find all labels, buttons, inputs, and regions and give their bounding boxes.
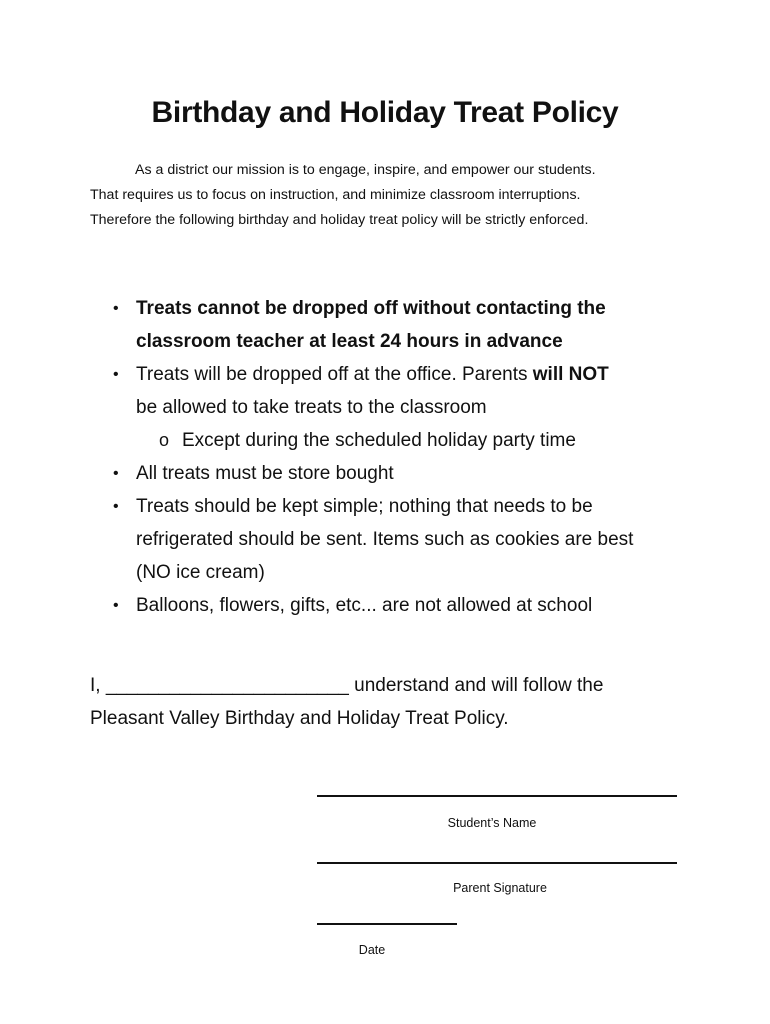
bullet-icon: •: [113, 465, 119, 482]
policy-text: Except during the scheduled holiday party time: [182, 430, 576, 451]
student-name-line[interactable]: [317, 795, 677, 797]
policy-text: Treats cannot be dropped off without contacting the: [136, 298, 606, 319]
policy-item-continued: [0, 523, 696, 556]
policy-item: [0, 457, 696, 490]
policy-text: refrigerated should be sent. Items such as cookies are best: [136, 529, 634, 550]
sub-bullet-icon: o: [159, 430, 170, 450]
parent-signature-line[interactable]: [317, 862, 677, 864]
policy-list: [0, 292, 770, 622]
pledge-statement: [90, 669, 730, 735]
bullet-icon: •: [113, 597, 119, 614]
bullet-icon: •: [113, 366, 119, 383]
policy-item-continued: [0, 556, 696, 589]
policy-item-continued: [0, 391, 696, 424]
intro-paragraph: [90, 158, 690, 233]
pledge-line: I, _______________________ understand and will follow the: [90, 675, 604, 696]
pledge-line: Pleasant Valley Birthday and Holiday Treat Policy.: [90, 708, 509, 729]
student-name-label: Student’s Name: [447, 816, 537, 830]
bullet-icon: •: [113, 300, 119, 317]
intro-line: As a district our mission is to engage, inspire, and empower our students.: [135, 162, 596, 178]
intro-line: Therefore the following birthday and holiday treat policy will be strictly enforced.: [90, 212, 589, 228]
document-title: Birthday and Holiday Treat Policy: [151, 96, 619, 129]
date-label: Date: [358, 943, 386, 957]
policy-text: be allowed to take treats to the classroom: [136, 397, 487, 418]
policy-text: (NO ice cream): [136, 562, 265, 583]
policy-text: Balloons, flowers, gifts, etc... are not allowed at school: [136, 595, 593, 616]
policy-subitem: [0, 424, 742, 457]
policy-item: [0, 292, 696, 325]
policy-text: classroom teacher at least 24 hours in advance: [136, 331, 563, 352]
parent-signature-label: Parent Signature: [453, 881, 547, 895]
policy-item-continued: [0, 325, 696, 358]
bullet-icon: •: [113, 498, 119, 515]
policy-text: All treats must be store bought: [136, 463, 394, 484]
policy-item: [0, 589, 696, 622]
policy-text: Treats will be dropped off at the office. Parents: [136, 364, 533, 385]
policy-text: Treats should be kept simple; nothing that needs to be: [136, 496, 593, 517]
intro-line: That requires us to focus on instruction, and minimize classroom interruptions.: [90, 187, 581, 203]
policy-item: [0, 358, 696, 391]
policy-item: [0, 490, 696, 523]
emphasis-text: will NOT: [532, 364, 609, 385]
date-line[interactable]: [317, 923, 457, 925]
